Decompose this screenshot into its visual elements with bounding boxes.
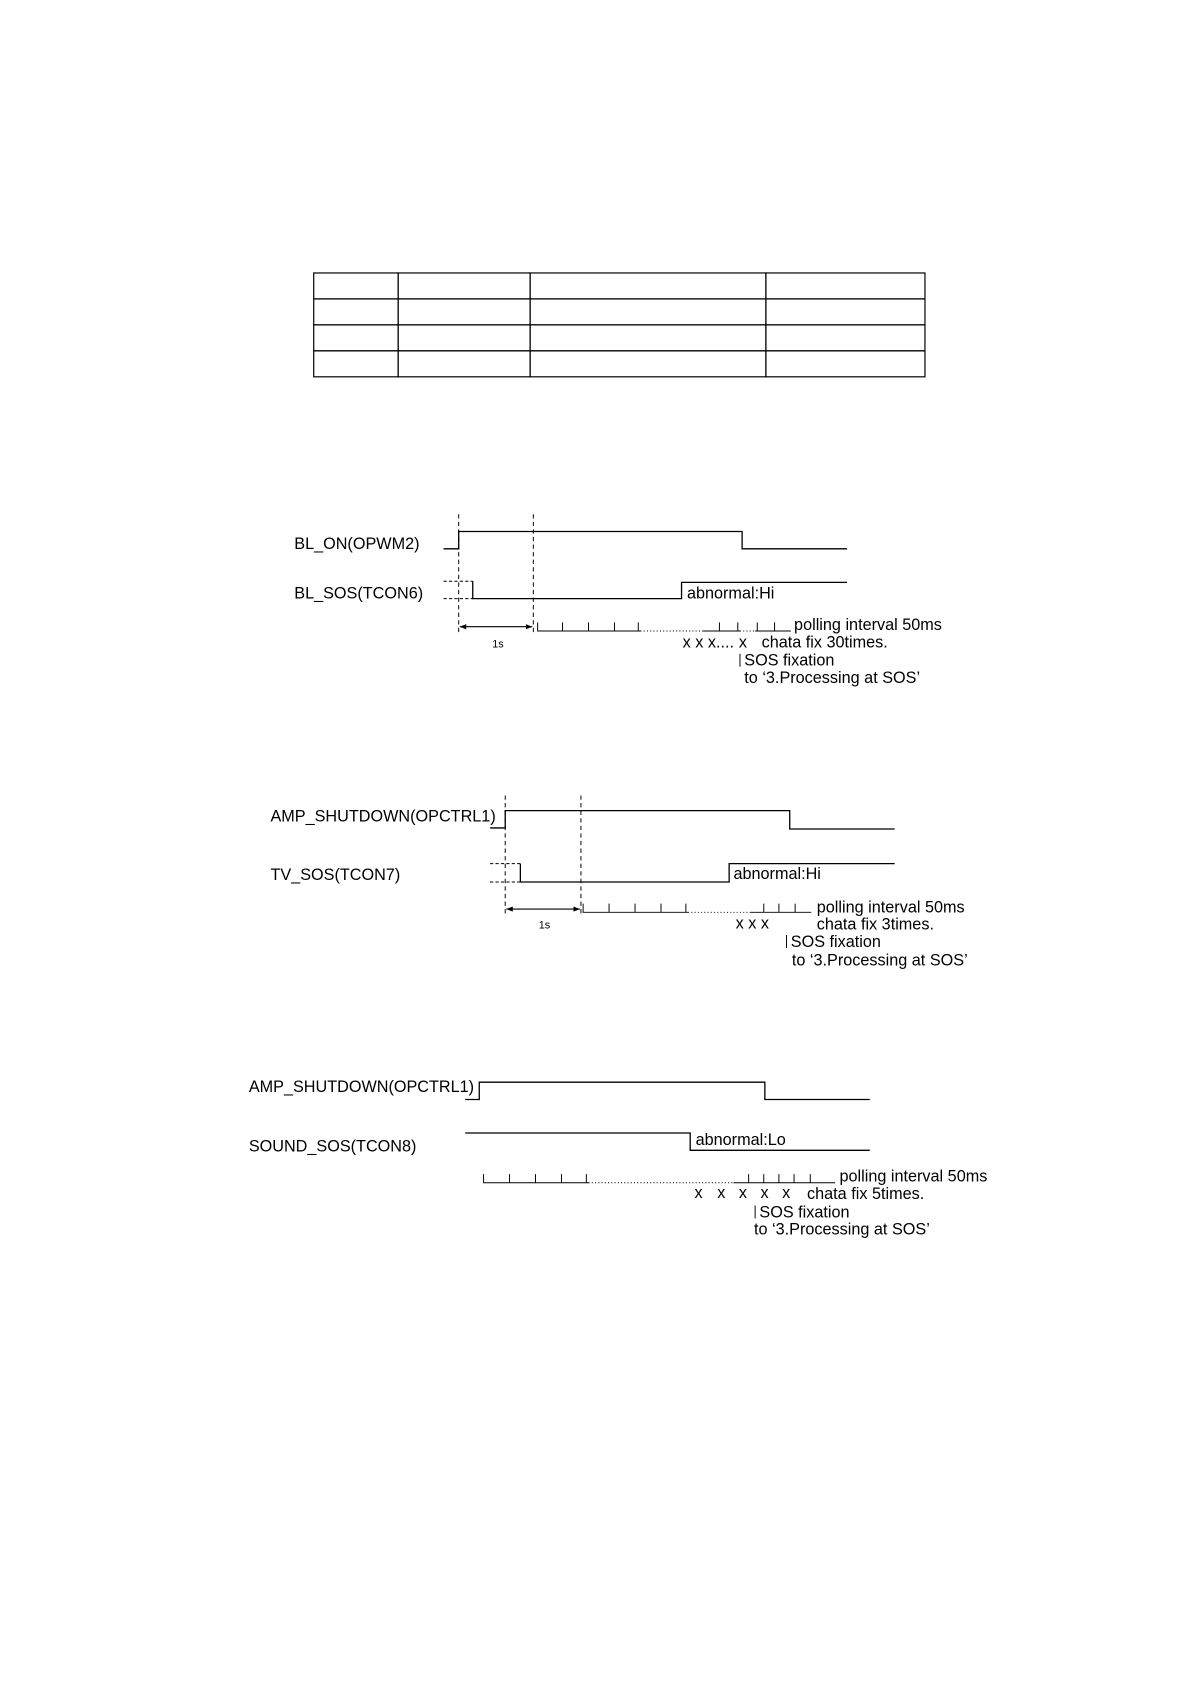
processing-reference: to ‘3.Processing at SOS’	[754, 1220, 930, 1239]
timing-diagram-bl-sos	[294, 514, 942, 687]
signal-label-sound-sos: SOUND_SOS(TCON8)	[248, 1137, 417, 1156]
chatter-fix-label: chata fix 3times.	[816, 915, 934, 934]
sos-fixation-label: SOS fixation	[744, 651, 835, 670]
chatter-x-mark: x	[694, 1183, 703, 1202]
table-row	[314, 273, 925, 299]
delay-label: 1s	[492, 638, 504, 651]
table-cell	[766, 325, 925, 351]
signal-label-tv-sos: TV_SOS(TCON7)	[270, 865, 401, 884]
timing-diagram-sound-sos	[249, 1078, 988, 1239]
processing-reference: to ‘3.Processing at SOS’	[791, 951, 968, 970]
polling-interval-label: polling interval 50ms	[839, 1167, 988, 1186]
table-cell	[766, 273, 925, 299]
signal-label-bl-sos: BL_SOS(TCON6)	[294, 584, 424, 603]
table-cell	[314, 273, 398, 299]
amp-shutdown-waveform	[490, 811, 895, 829]
table-row	[314, 325, 925, 351]
table-cell	[314, 299, 398, 325]
chatter-x-marks: x x x	[735, 914, 769, 933]
table-cell	[530, 325, 766, 351]
processing-reference: to ‘3.Processing at SOS’	[744, 668, 921, 687]
chatter-x-mark: x	[760, 1183, 769, 1202]
chatter-x-mark-final: x	[738, 633, 747, 652]
abnormal-label: abnormal:Hi	[733, 864, 821, 883]
table-cell	[314, 325, 398, 351]
table-cell	[398, 325, 530, 351]
polling-interval-label: polling interval 50ms	[794, 615, 942, 634]
table-row	[314, 299, 925, 325]
sos-fixation-label: SOS fixation	[790, 932, 881, 951]
timing-diagram-tv-sos	[270, 795, 967, 969]
sos-fixation-label: SOS fixation	[759, 1203, 850, 1222]
table-cell	[398, 273, 530, 299]
abnormal-label: abnormal:Hi	[686, 584, 775, 603]
chatter-x-mark: x	[782, 1183, 791, 1202]
signal-label-amp-shutdown: AMP_SHUTDOWN(OPCTRL1)	[248, 1077, 475, 1096]
delay-label: 1s	[538, 919, 551, 932]
tv-sos-waveform	[520, 864, 894, 882]
amp-shutdown-waveform	[465, 1082, 870, 1099]
bl-sos-waveform	[473, 581, 847, 598]
empty-table	[314, 273, 925, 377]
table-cell	[530, 273, 766, 299]
table-cell	[314, 351, 398, 377]
table-row	[314, 351, 925, 377]
table-cell	[398, 299, 530, 325]
chatter-x-mark: x	[717, 1183, 726, 1202]
chatter-fix-label: chata fix 30times.	[761, 633, 888, 652]
chatter-x-marks: x x x....	[682, 633, 735, 652]
polling-ticks	[583, 904, 811, 913]
table-cell	[398, 351, 530, 377]
bl-on-waveform	[444, 532, 848, 549]
table-cell	[530, 299, 766, 325]
table-cell	[766, 351, 925, 377]
chatter-x-mark: x	[738, 1183, 747, 1202]
abnormal-label: abnormal:Lo	[695, 1130, 786, 1149]
polling-interval-label: polling interval 50ms	[816, 898, 965, 917]
sound-sos-waveform	[465, 1130, 870, 1150]
signal-label-bl-on: BL_ON(OPWM2)	[294, 534, 420, 553]
polling-ticks	[538, 622, 791, 631]
chatter-fix-label: chata fix 5times.	[807, 1184, 925, 1203]
polling-ticks	[484, 1174, 836, 1183]
table-cell	[766, 299, 925, 325]
table-cell	[530, 351, 766, 377]
signal-label-amp-shutdown: AMP_SHUTDOWN(OPCTRL1)	[270, 807, 496, 826]
